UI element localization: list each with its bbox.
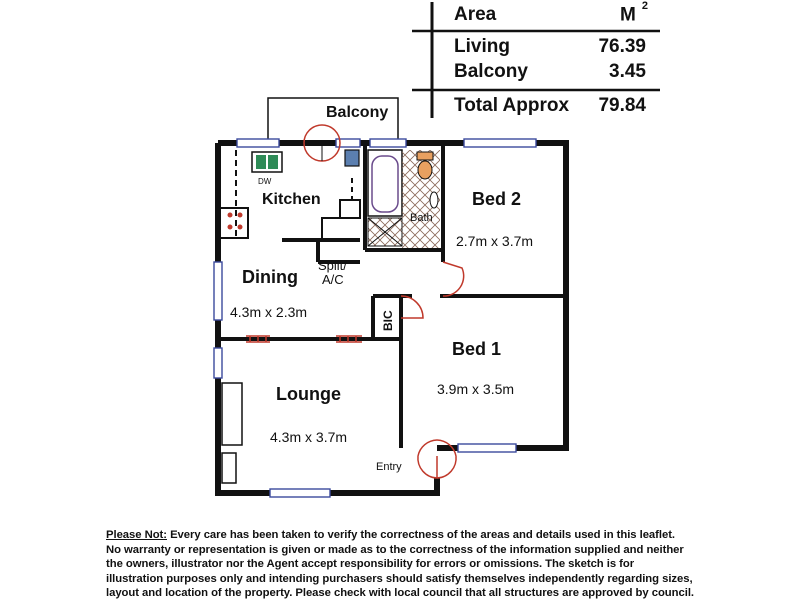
- label-bed1-size: 3.9m x 3.5m: [437, 381, 515, 397]
- disclaimer-line-1: Please Not: Every care has been taken to verify the correctness of the areas and details used in this leaflet.: [106, 529, 675, 541]
- area-total-label: Total Approx: [454, 95, 570, 116]
- label-entry: Entry: [376, 461, 402, 473]
- lounge-cabinets: [222, 383, 242, 483]
- label-bic: BIC: [381, 310, 395, 331]
- label-bed2: Bed 2: [472, 189, 522, 209]
- disclaimer-line-2: No warranty or representation is given or made as to the correctness of the information supplied and neither: [106, 543, 684, 556]
- disclaimer-line-4: illustration purposes only and intending purchasers should satisfy themselves independently regarding sizes,: [106, 572, 693, 585]
- disclaimer: [106, 528, 706, 601]
- label-kitchen: Kitchen: [262, 191, 321, 208]
- area-row-value: 3.45: [609, 61, 646, 82]
- disclaimer-line-5: layout and location of the property. Please check with local council that all structures are approved by council.: [106, 587, 695, 599]
- label-bath: Bath: [410, 212, 433, 224]
- label-dw: DW: [258, 177, 272, 186]
- area-row-label: Living: [454, 36, 510, 57]
- area-header-label: Area: [454, 4, 497, 25]
- label-bed1: Bed 1: [452, 339, 502, 359]
- bath-tub: [368, 150, 402, 216]
- label-dining: Dining: [242, 267, 298, 287]
- vanity-basin: [430, 192, 438, 208]
- label-dining-size: 4.3m x 2.3m: [230, 304, 308, 320]
- area-header-unit-sup: 2: [641, 0, 648, 12]
- sink: [252, 152, 282, 172]
- area-row-label: Balcony: [454, 61, 528, 82]
- label-lounge-size: 4.3m x 3.7m: [270, 429, 348, 445]
- fridge: [345, 150, 359, 166]
- label-split-ac-1: Split/: [318, 258, 347, 273]
- label-bed2-size: 2.7m x 3.7m: [456, 233, 534, 249]
- shower: [368, 218, 402, 246]
- toilet: [417, 152, 433, 179]
- area-total-value: 79.84: [598, 95, 646, 116]
- disclaimer-heading: Please Not:: [106, 529, 167, 541]
- label-lounge: Lounge: [276, 384, 341, 404]
- area-header-unit: M $^2$: [620, 0, 648, 26]
- area-row-value: 76.39: [598, 36, 646, 57]
- label-split-ac-2: A/C: [322, 272, 344, 287]
- label-balcony: Balcony: [326, 104, 389, 121]
- disclaimer-line-3: the owners, illustrator nor the Agent accept responsibility for errors or omissions. The sketch is for: [106, 558, 635, 570]
